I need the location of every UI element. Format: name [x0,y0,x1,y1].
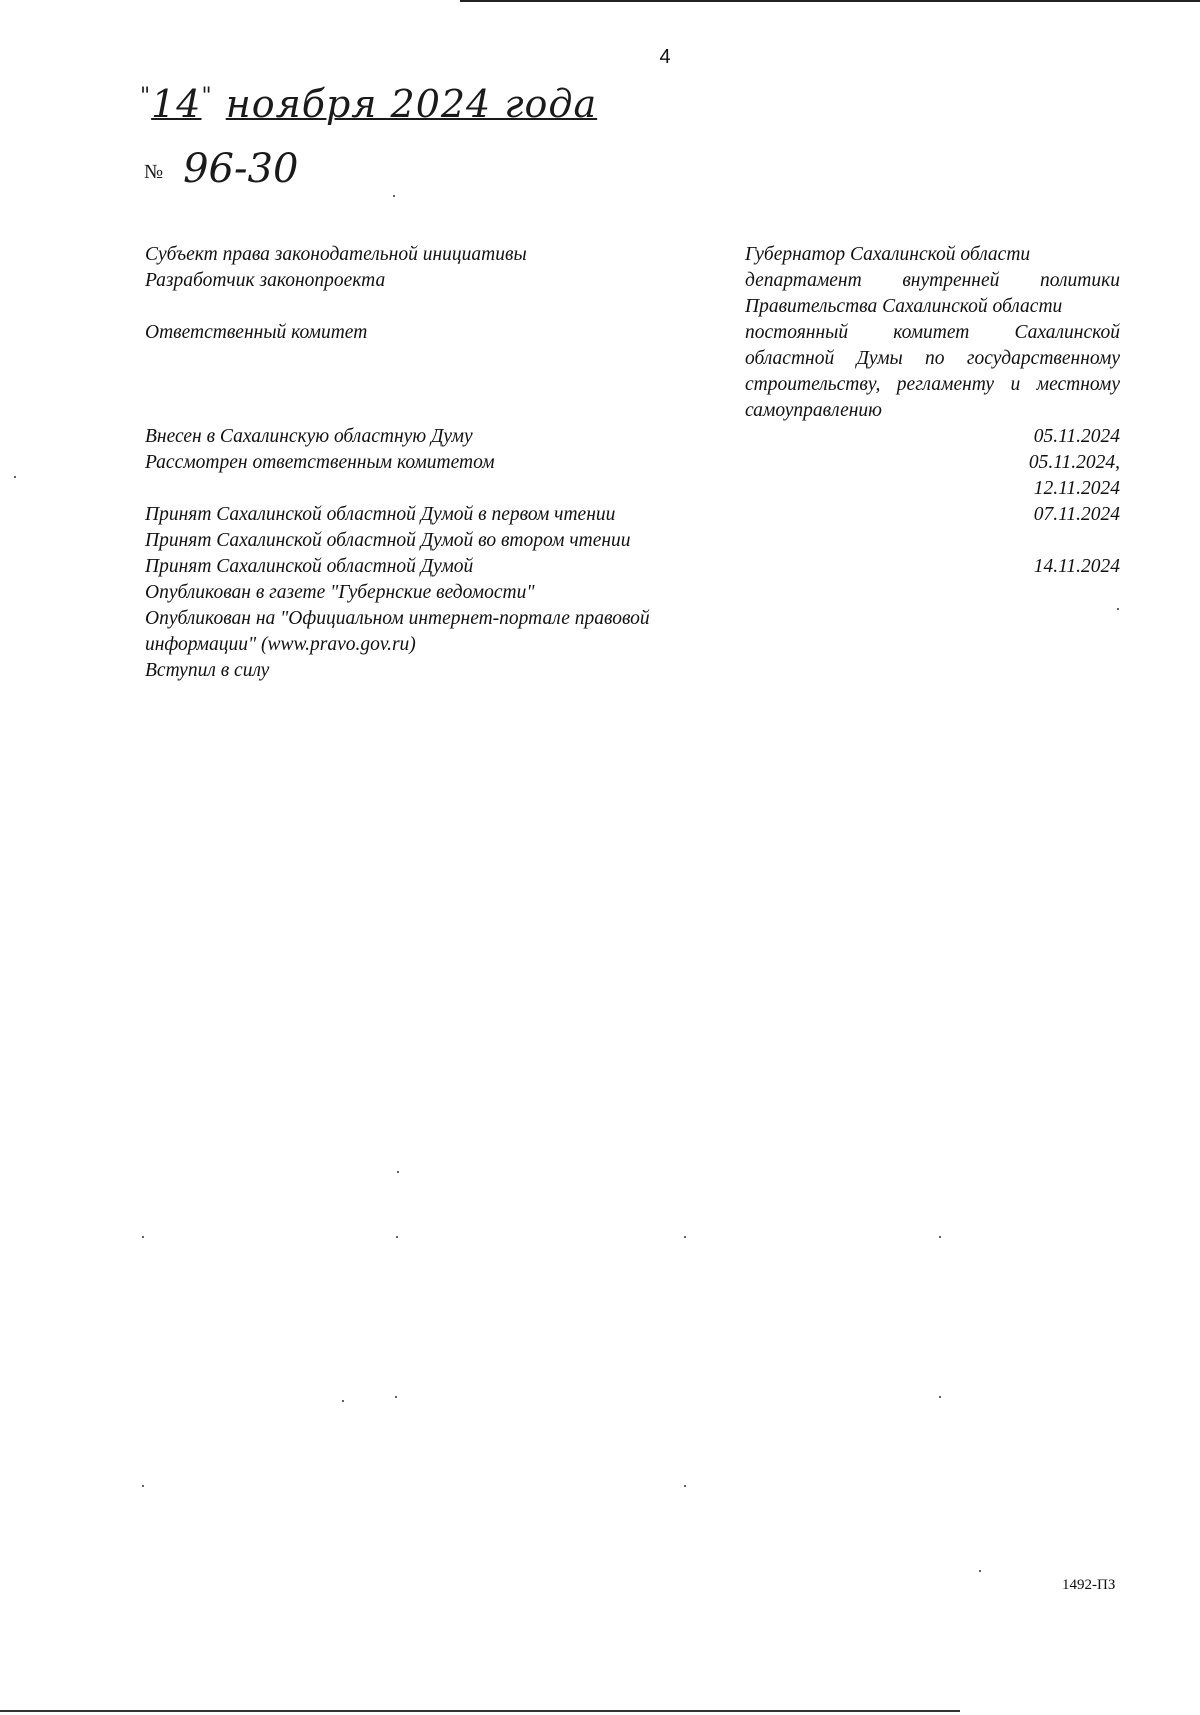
number-sign: № [144,161,164,183]
info-row-submitted [145,424,1120,450]
info-label: Внесен в Сахалинскую областную Думу [145,426,473,447]
scan-speck [396,1236,398,1238]
info-value: 07.11.2024 [1033,504,1120,525]
info-row-adopted [145,554,1120,580]
scan-speck [684,1485,686,1487]
info-value: Губернатор Сахалинской области [745,244,1031,265]
info-label: Ответственный комитет [145,322,368,343]
info-value: 14.11.2024 [1033,556,1120,577]
info-label: Принят Сахалинской областной Думой [145,556,474,577]
info-value: 05.11.2024 [1033,426,1120,447]
info-label: Вступил в силу [145,660,270,681]
scan-edge-bottom [0,1710,960,1712]
handwritten-number-value: 96-30 [183,146,299,192]
page-number: 4 [659,46,671,68]
scan-speck [142,1236,144,1238]
info-row-subject [145,242,1120,268]
info-label: Субъект права законодательной инициативы [145,244,527,265]
scan-speck [395,1396,397,1398]
info-row-second-reading [145,528,1120,554]
info-label: Рассмотрен ответственным комитетом [145,452,495,473]
scan-edge-top [460,0,1200,2]
scan-speck [979,1570,981,1572]
info-value: постоянный комитет Сахалинской областной Думы по государственному строительству, регламенту и местному самоуправлению [745,322,1120,421]
scan-speck [939,1396,941,1398]
info-value [745,606,1120,658]
handwritten-date-day: 14 [151,82,202,126]
info-label: Принят Сахалинской областной Думой во втором чтении [145,530,631,551]
review-date: 12.11.2024 [1033,478,1120,499]
info-value [745,580,1120,606]
scan-speck [1117,608,1119,610]
law-info-block [145,242,1120,684]
info-row-committee [145,320,1120,424]
info-row-first-reading [145,502,1120,528]
scan-speck [939,1236,941,1238]
scan-speck [342,1400,344,1402]
info-label: Принят Сахалинской областной Думой в первом чтении [145,504,616,525]
scan-speck [142,1485,144,1487]
info-row-effective [145,658,1120,684]
info-value: департамент внутренней политики Правительства Сахалинской области [745,270,1120,317]
handwritten-number [144,146,298,192]
scan-speck [14,476,16,478]
info-value [745,658,1120,684]
info-row-published-portal [145,606,1120,658]
scan-speck [393,195,395,197]
scan-speck [684,1236,686,1238]
review-date: 05.11.2024, [1028,452,1120,473]
scan-speck [397,1171,399,1173]
info-label: Разработчик законопроекта [145,270,386,291]
info-value [745,528,1120,554]
info-label: Опубликован на "Официальном интернет-портале правовой информации" (www.pravo.gov.ru) [145,608,650,655]
info-label: Опубликован в газете "Губернские ведомости" [145,582,535,603]
info-value [745,450,1120,502]
handwritten-date: "14" ноября 2024 года [140,82,598,126]
info-row-developer [145,268,1120,320]
info-row-published-newspaper [145,580,1120,606]
handwritten-date-rest: ноября 2024 года [225,82,598,126]
document-code: 1492-ПЗ [1062,1577,1116,1593]
info-row-reviewed [145,450,1120,502]
